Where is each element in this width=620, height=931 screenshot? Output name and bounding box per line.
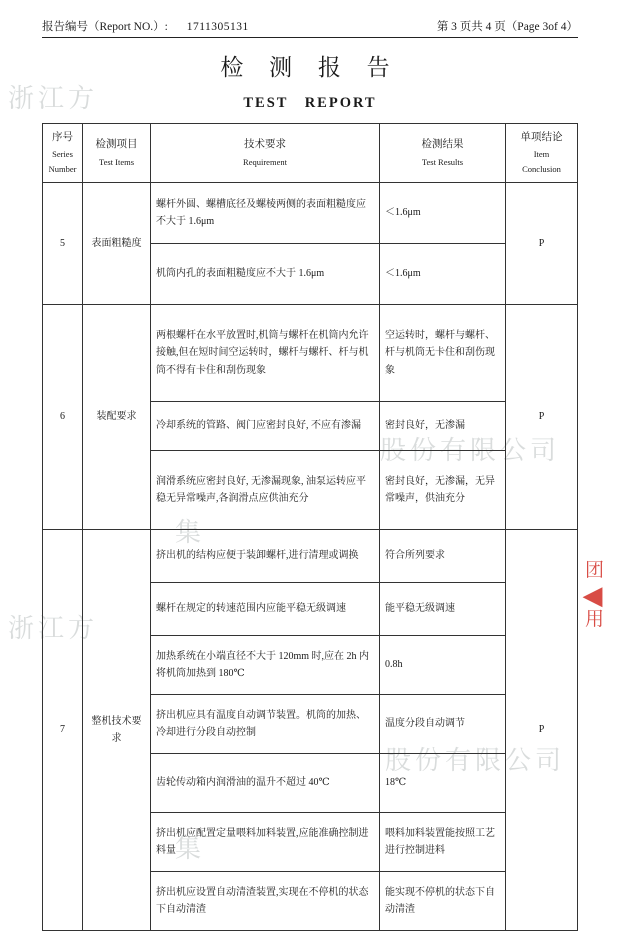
page-subtitle: TEST REPORT	[243, 95, 377, 111]
table-row	[43, 530, 578, 583]
watermark-text: 浙江方	[8, 84, 99, 113]
document-header	[42, 18, 578, 38]
watermark-text: 集	[175, 518, 206, 547]
cell-result: 密封良好，无渗漏，无异常噪声，供油充分	[380, 451, 506, 530]
cell-series-number: 6	[43, 305, 83, 530]
cell-requirement: 加热系统在小端直径不大于 120mm 时,应在 2h 内将机筒加热到 180℃	[151, 636, 380, 695]
page-title: 检 测 报 告	[220, 55, 400, 80]
cell-result: 0.8h	[380, 636, 506, 695]
table-header-row	[43, 124, 578, 183]
col-requirement: 技术要求 Requirement	[151, 124, 380, 183]
report-number-value: 1711305131	[186, 21, 249, 33]
cell-result: 18℃	[380, 754, 506, 813]
cell-requirement: 机筒内孔的表面粗糙度应不大于 1.6μm	[151, 244, 380, 305]
watermark-text: 股份有限公司	[380, 436, 561, 465]
cell-series-number: 5	[43, 183, 83, 305]
stamp-line-1: 团	[584, 560, 605, 581]
stamp-line-2: 用	[584, 609, 605, 631]
red-stamp	[572, 560, 618, 675]
table-row	[43, 305, 578, 402]
cell-requirement: 齿轮传动箱内润滑油的温升不超过 40℃	[151, 754, 380, 813]
cell-test-item: 装配要求	[83, 305, 151, 530]
cell-conclusion: P	[506, 183, 578, 305]
cell-requirement: 挤出机的结构应便于装卸螺杆,进行清理或调换	[151, 530, 380, 583]
cell-requirement: 螺杆外圆、螺槽底径及螺棱两侧的表面粗糙度应不大于 1.6μm	[151, 183, 380, 244]
col-series-number: 序号 Series Number	[43, 124, 83, 183]
cell-requirement: 挤出机应具有温度自动调节装置。机筒的加热、冷却进行分段自动控制	[151, 695, 380, 754]
stamp-arrow-icon: ◀	[582, 580, 604, 610]
col-test-items: 检测项目 Test Items	[83, 124, 151, 183]
report-number-label: 报告编号（Report NO.）:	[42, 21, 168, 33]
table-body	[43, 183, 578, 931]
cell-requirement: 挤出机应设置自动清渣装置,实现在不停机的状态下自动清渣	[151, 872, 380, 931]
cell-result: 空运转时，螺杆与螺杆、杆与机筒无卡住和刮伤现象	[380, 305, 506, 402]
col-item-conclusion: 单项结论 Item Conclusion	[506, 124, 578, 183]
col-test-results: 检测结果 Test Results	[380, 124, 506, 183]
cell-result: 密封良好，无渗漏	[380, 402, 506, 451]
cell-result: 能实现不停机的状态下自动清渣	[380, 872, 506, 931]
cell-requirement: 挤出机应配置定量喂料加料装置,应能准确控制进料量	[151, 813, 380, 872]
watermark-text: 股份有限公司	[385, 746, 566, 775]
cell-result: 温度分段自动调节	[380, 695, 506, 754]
cell-test-item: 表面粗糙度	[83, 183, 151, 305]
watermark-text: 浙江方	[8, 614, 99, 643]
table-row	[43, 183, 578, 244]
test-results-table	[42, 123, 578, 931]
cell-result: 符合所列要求	[380, 530, 506, 583]
cell-requirement: 冷却系统的管路、阀门应密封良好, 不应有渗漏	[151, 402, 380, 451]
cell-result: 能平稳无级调速	[380, 583, 506, 636]
cell-conclusion: P	[506, 530, 578, 931]
cell-result: ＜1.6μm	[380, 183, 506, 244]
cell-requirement: 润滑系统应密封良好, 无渗漏现象, 油泵运转应平稳无异常噪声,各润滑点应供油充分	[151, 451, 380, 530]
cell-result: 喂料加料装置能按照工艺进行控制进料	[380, 813, 506, 872]
cell-test-item: 整机技术要求	[83, 530, 151, 931]
cell-conclusion: P	[506, 305, 578, 530]
cell-requirement: 两根螺杆在水平放置时,机筒与螺杆在机筒内允许接触,但在短时间空运转时，螺杆与螺杆、杆与机筒不得有卡住和刮伤现象	[151, 305, 380, 402]
cell-series-number: 7	[43, 530, 83, 931]
cell-requirement: 螺杆在规定的转速范围内应能平稳无级调速	[151, 583, 380, 636]
watermark-text: 集	[175, 834, 206, 863]
report-number-block	[42, 18, 249, 34]
page-info: 第 3 页共 4 页（Page 3of 4）	[436, 21, 578, 33]
cell-result: ＜1.6μm	[380, 244, 506, 305]
table-header	[43, 124, 578, 183]
